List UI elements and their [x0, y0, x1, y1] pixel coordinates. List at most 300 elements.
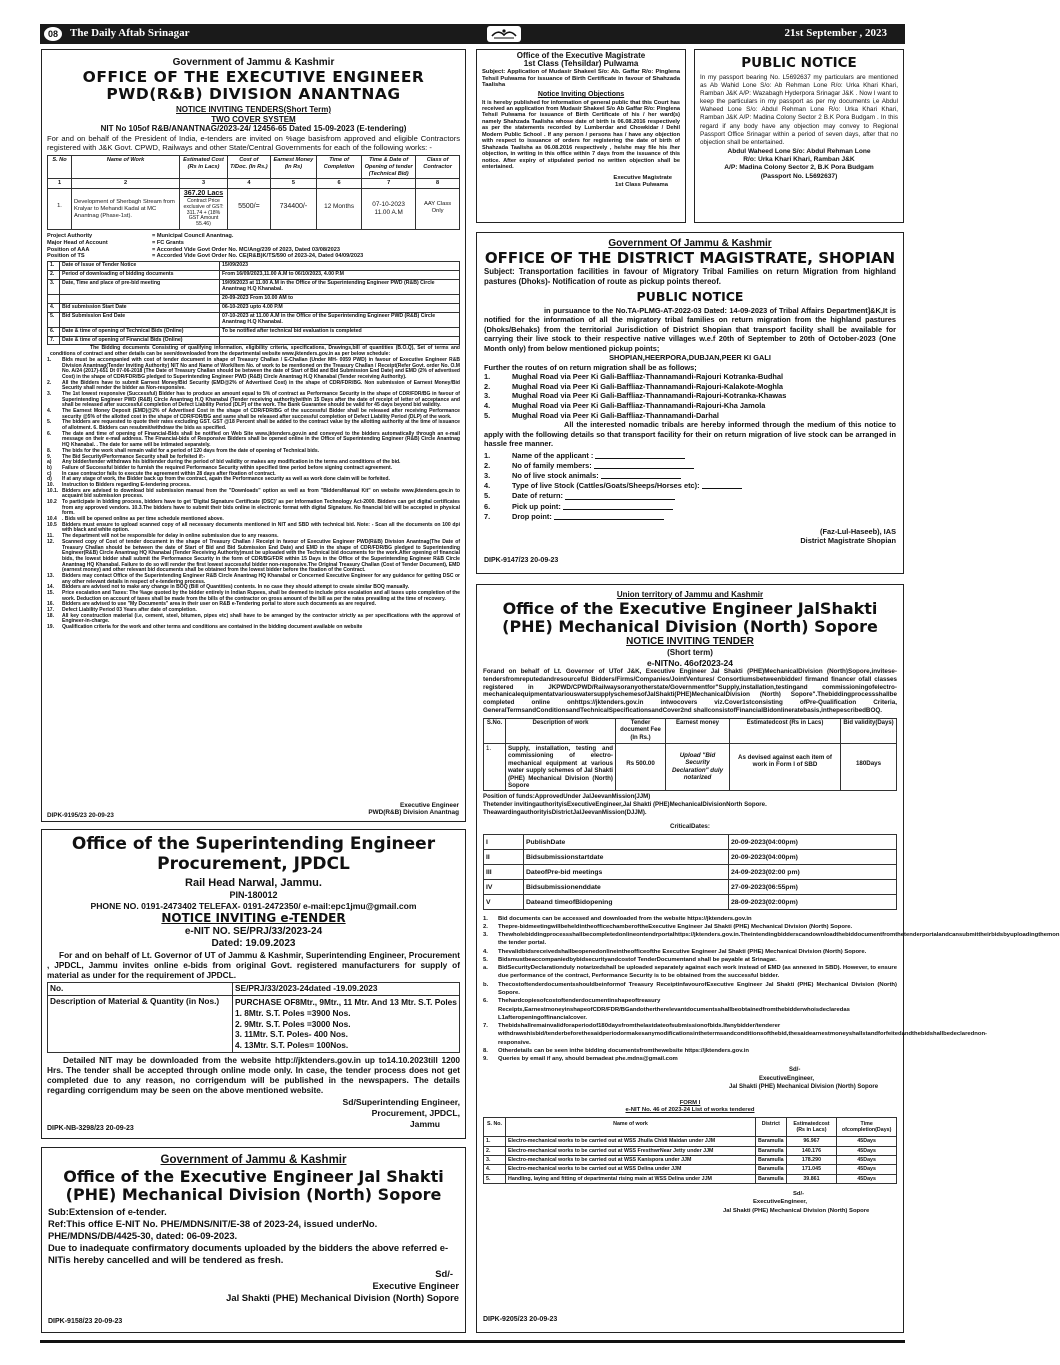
form-number: 2.: [484, 460, 491, 470]
list-item: [483, 964, 897, 981]
list-item-number: 10.: [47, 481, 55, 488]
jal-form-sig-1: Sd/-: [793, 1191, 805, 1198]
jpdcl-item: 1. 8Mtr. S.T. Poles =3900 Nos.: [235, 1007, 351, 1018]
list-item-text: Qualification criteria for the work and other terms and conditions are contained in the bidding document available on website: [62, 624, 363, 631]
list-item-text: Failure of Successful bidder to furnish the required Performance Security within specified time period before signing contract agreement.: [62, 464, 393, 471]
list-item-text: . Bids will be opened online as per time schedule mentioned above.: [62, 516, 224, 523]
list-item-number: 6.: [47, 430, 52, 437]
jal-office-title-1: Office of the Executive Engineer JalShakti: [502, 598, 878, 618]
info-key: Position of AAA: [47, 246, 90, 253]
list-item-text: Defect Liability Period 03 Years after date of completion.: [62, 607, 197, 614]
list-item-text: Bidders must ensure to upload scanned copy of all necessary documents mentioned in NIT and SBD with technical bid. Note: - Scan all the documents on 100 dpi with black and white option.: [62, 521, 460, 534]
list-item: [483, 923, 897, 931]
col-header: Estimated Cost (Rs in Lacs): [180, 156, 228, 179]
list-item-text: The date and time of opening of Financial-Bids shall be notified on Web Site www.jktenders.gov.in and conveyed to the bidders automatically through an e-mail message on their e-mail address. The Financial-bids of Responsive Bidders shall be opened online in the Office of Superintending Engineer (R&B) Circle Anantnag HQ Khanabal. . The date for same will be intimated separately.: [62, 430, 460, 449]
cell: 24-09-2023(02:00 pm): [729, 864, 897, 879]
list-item-number: 6.: [483, 998, 488, 1005]
ext-reference: Ref:This office E-NIT No. PHE/MDNS/NIT/E-38 of 2023-24, issued underNo. PHE/MDNS/DB/4425-30, dated: 06-09-2023.: [48, 1217, 378, 1241]
issue-date: 21st September , 2023: [784, 27, 887, 40]
list-item-text: The Bidding documents Consisting of qualifying information, eligibility criteria, specifications, Drawings,bill of quantities (B.O.Q), Set of terms and conditions of contract and other details can be seen/downloaded from the departmental website www.jktenders.gov.in as per below schedule:: [50, 345, 460, 358]
list-item-text: Bids must be accompanied with cost of tender document in shape of Treasury Challan / E-Challan (Under MH- 0059 PWD) in favour of Executive Engineer R&B Division Anantnag(Tender Inviting Authority) NIT No and Name of Work/Item No. of work to be mentioned on the Treasury Challan / Receipt(Refer Govt. order No. O.M No. A/24 (2017)-651 Dt 07-06-2018 (The Date of Treasury Challan should be between the date of Start of Bid and Bid Submission End Date) and EMD (2% of advertised Cost) in the shape of CDR/FDR/BG pledged to Superintending Engineer PWD (R&B) Circle Anantnag H.Q Khanabal (Tender receiving Authority).: [62, 356, 460, 380]
cell: V: [484, 894, 524, 909]
form-label: Drop point:: [512, 511, 552, 521]
cell: 7.: [48, 336, 60, 345]
jal-ut-heading: Union territory of Jammu and Kashmir: [616, 590, 764, 599]
jpdcl-sig-3: Jammu: [409, 1118, 440, 1129]
jal-sig-1: Sd/-: [789, 1067, 801, 1074]
list-item-text: Price escalation and Taxes: The %age quoted by the bidder entirely in Indian Rupees, shall be deemed to include price escalation and all taxes upto completion of the work. Deduction on account of taxes shall be made from the bills of the contractor on gross amount of the bill as per the rates prevailing at the time of recovery.: [62, 590, 460, 602]
ext-gov-heading: Government of Jammu & Kashmir: [160, 1154, 347, 1166]
cell: 3.: [48, 279, 60, 294]
list-item-number: 11.: [47, 533, 54, 540]
list-item-text: In case contractor fails to execute the agreement within 28 days after fixation of contract.: [62, 470, 276, 477]
list-item-text: The 1st lowest responsive (Successful) Bidder has to produce an amount equal to 5% of contract as Performance Security in the shape of CDR/FDR/BG in favour of Superintending Engineer PWD (R&B) Circle Anantnag H.Q Khanabal (Tender receiving authority)within 15 Days after the date of receipt of letter of acceptance and shall be released after successful completion of Defect Liability Period (DLP) of the work. The Bank Guarantee should be valid for 45 days beyond bid validity.: [62, 390, 460, 409]
newspaper-name: The Daily Aftab Srinagar: [70, 27, 190, 40]
cell: 20-09-2023 From 10.00 AM to: [220, 294, 460, 303]
cell: Description of Material & Quantity (in Nos.): [48, 996, 233, 1053]
list-item-number: 10.1.: [47, 487, 59, 494]
cell: 4.: [48, 303, 60, 312]
jpdcl-dated: Dated: 19.09.2023: [211, 937, 296, 949]
list-item-number: 5.: [483, 956, 488, 963]
list-item-text: Bidders are advised to download bid submission manual from the "Downloads" option as well as from "BiddersManual Kit" on website www.jktenders.gov.in to acquaint bid submission process.: [62, 487, 460, 500]
list-item-text: Instruction to Bidders regarding E-tendering process.: [62, 481, 191, 488]
list-item: [483, 915, 897, 923]
cell: 12 Months: [317, 189, 362, 230]
cell: 178.290: [786, 1156, 837, 1165]
shopian-sig-1: (Faz-Lul-Haseeb), IAS: [820, 527, 896, 537]
form-blank[interactable]: [563, 509, 673, 510]
list-item: [483, 931, 1060, 948]
table-row: [484, 1165, 897, 1174]
cell: Electro-mechanical works to be carried out at WSS FresthwrNear Jetty under JJM: [506, 1146, 756, 1155]
pwd-division-title: PWD(R&B) DIVISION ANANTNAG: [106, 85, 401, 104]
form-label: Name of the applicant :: [512, 450, 594, 460]
cell: 1.: [484, 743, 506, 791]
list-item-text: All the Bidders have to submit Earnest Money/Bid Security (EMD@2% of Advertised Cost) in the shape of CDR/FDR/BG. Non submission of Earnest Money/Bid Security shall render the bidder as Non-responsive.: [62, 379, 460, 392]
cell: Bidsubmissionenddate: [524, 879, 729, 894]
col-header: District: [756, 1117, 787, 1137]
list-item-number: 1.: [483, 915, 488, 922]
cell: 20-09-2023(04:00pm): [729, 849, 897, 864]
pwd-dipk-ref: DIPK-9195/23 20-09-23: [47, 812, 114, 819]
jpdcl-sig-1: Sd/Superintending Engineer,: [342, 1097, 460, 1108]
info-key: Position of TS: [47, 253, 85, 260]
col-header: Earnest Money (In Rs): [270, 156, 316, 179]
list-item-text: Bidders are advised to use "My Documents" area in their user on R&B e-Tendering portal to store such documents as are required.: [62, 601, 377, 608]
form-blank[interactable]: [565, 499, 675, 500]
cell: [48, 294, 60, 303]
cell: IV: [484, 879, 524, 894]
list-item: [47, 432, 460, 449]
cell: 06-10-2023 upto 4.00 P.M: [220, 303, 460, 312]
list-item: [483, 1047, 897, 1055]
cell: Supply, installation, testing and commissioning of electro-mechanical equipment at various water supply schemes of Jal Shakti (PHE) Mechanical Division (North) Sopore: [506, 743, 616, 791]
jpdcl-enit-number: e-NIT NO. SE/PRJ/33/2023-24: [184, 925, 323, 937]
list-item-number: 10.2: [47, 499, 57, 506]
form-blank[interactable]: [601, 478, 681, 479]
list-item: [483, 981, 897, 998]
pwd-office-title: OFFICE OF THE EXECUTIVE ENGINEER: [82, 68, 425, 86]
cell: 45Days: [837, 1156, 897, 1165]
ext-office-title-2: (PHE) Mechanical Division (North) Sopore: [65, 1184, 442, 1204]
col-header: S. No: [48, 156, 72, 179]
route-number: 4.: [484, 400, 491, 410]
pwd-terms-list: [47, 346, 460, 630]
ext-dipk-ref: DIPK-9158/23 20-09-23: [48, 1318, 123, 1325]
col-header: Name of Work: [72, 156, 180, 179]
col-number: 8: [416, 179, 460, 189]
cell: 6.: [48, 327, 60, 336]
shopian-body-2: All the interested nomadic tribals are hereby informed through the medium of this notice to apply with the following details so that transport facility for their on return migration of live stock can be arranged in hassle free manner.: [484, 420, 896, 449]
list-item-number: 16.: [47, 601, 55, 608]
cell: Baramulla: [756, 1174, 787, 1183]
list-item-text: Thepre-bidmeetingwillbeheldintheofficechamberoftheExecutive Engineer Jal Shakti (PHE) Mechanical Division (North) Sopore.: [498, 923, 853, 930]
table-row: [484, 1137, 897, 1146]
col-header: Cost of T/Doc. (In Rs.): [228, 156, 271, 179]
info-val: = FC Grants: [152, 240, 184, 247]
col-header: Class of Contractor: [416, 156, 460, 179]
cell: 4.: [484, 1165, 506, 1174]
list-item: [483, 997, 897, 1022]
jal-form-sig-3: Jal Shakti (PHE) Mechanical Division (North) Sopore: [723, 1207, 870, 1214]
route-text: Mughal Road via Peer Ki Gali-Baffliaz-Thannamandi-Darhal: [512, 410, 719, 420]
jpdcl-sig-2: Procurement, JPDCL,: [371, 1108, 460, 1119]
jal-form-title: FORM I: [679, 1099, 701, 1106]
list-item-text: Thecostoftenderdocumentsshouldbeinformof Treasury ReceiptinfavourofExecutive Engineer Jal Shakti (PHE) Mechanical Division (North) Sopore.: [498, 981, 897, 996]
form-number: 3.: [484, 470, 491, 480]
ext-body: Due to inadequate confirmatory documents uploaded by the bidders the above referred e-NITis hereby cancelled and will be tendered as fresh.: [48, 1241, 449, 1265]
public-notice-line-4: (Passport No. L5692637): [760, 172, 838, 180]
jal-form-table: [483, 1117, 897, 1184]
pwd-gov-heading: Government of Jammu & Kashmir: [172, 57, 335, 68]
list-item-number: 4.: [47, 408, 52, 415]
ext-sig-3: Jal Shakti (PHE) Mechanical Division (North) Sopore: [226, 1292, 459, 1304]
list-item-text: BidSecurityDeclarationduly notarizedshall be uploaded separately against each work instead of EMD (as annexed in SBD). However, to ensure due performance of the contract, Performance Security is to be obtained from the successful bidder.: [498, 965, 897, 980]
list-item-text: The department will not be responsible for delay in online submission due to any reasons.: [62, 533, 279, 540]
col-number: 1: [48, 179, 72, 189]
public-notice-line-2: R/o: Urka Khari Khari, Ramban J&K: [743, 156, 855, 164]
jal-signature: [729, 1066, 897, 1091]
jpdcl-dipk-ref: DIPK-NB-3298/23 20-09-23: [47, 1125, 134, 1132]
col-header: Description of work: [506, 719, 616, 744]
list-item-number: 18.: [47, 612, 55, 619]
jpdcl-purchase: PURCHASE OF8Mtr., 9Mtr., 11 Mtr. And 13 Mtr. S.T. Poles: [235, 997, 457, 1008]
col-header: Time ofcompletion(Days): [837, 1117, 897, 1137]
list-item-text: All key construction material (i.e, cement, steel, bitumen, pipes etc) shall have to be arranged by the contractor strictly as per specifications with the approval of Engineer-in-charge.: [62, 612, 460, 625]
list-item-number: d): [47, 476, 52, 483]
jal-dipk-ref: DIPK-9205/23 20-09-23: [483, 1316, 558, 1323]
shopian-dm-notice: [476, 232, 904, 574]
pwd-dates-table: [47, 261, 460, 346]
list-item: [47, 358, 460, 381]
cell: Electro-mechanical works to be carried out at WSS Delina under JJM: [506, 1165, 756, 1174]
info-val: = Accorded Vide Govt Order No. MC/Ang/239 of 2023, Dated 03/08/2023: [152, 246, 340, 253]
jpdcl-intro: For and on behalf of Lt. Governor of UT of Jammu & Kashmir, Superintending Engineer, Procurement , JPDCL, Jammu invites online e-bids from original Govt. registered manufacturers for supply of material as under for the requirement of JPDCL.: [47, 949, 460, 980]
form-blank[interactable]: [554, 519, 664, 520]
cell: 5.: [484, 1174, 506, 1183]
list-item-text: Bidders are advised not to make any change in BOQ (Bill of Quantities) contents. In no case they should attempt to create similar BOQ manually.: [62, 584, 410, 591]
jal-enit-number: e-NITNo. 46of2023-24: [647, 657, 733, 668]
tehsildar-title-1: Office of the Executive Magistrate: [516, 51, 646, 60]
table-row: [48, 189, 460, 230]
list-item-number: 12.: [47, 538, 55, 545]
list-item-number: 4.: [483, 948, 488, 955]
jal-office-title-2: (PHE) Mechanical Division (North) Sopore: [502, 616, 878, 636]
cell: Development of Sherbagh Stream from Kralyar to Mehandi Kadal at MC Anantnag (Phase-1st).: [72, 189, 180, 230]
pwd-nit-number: NIT No 105of R&B/ANANTNAG/2023-24/ 12456-65 Dated 15-09-2023 (E-tendering): [100, 124, 407, 134]
list-item-number: 15.: [47, 590, 55, 597]
cell: Date, Time and place of pre-bid meeting: [60, 279, 220, 294]
cell-note: Contract Price exclusive of GST: 311.74 + (18% GST Amount 55.46): [183, 197, 224, 228]
pwd-anantnag-tender-notice: [41, 49, 466, 822]
cell: Dateand timeofBidopening: [524, 894, 729, 909]
shopian-routes: [484, 372, 896, 420]
cell: 96.967: [786, 1137, 837, 1146]
col-header: Estimatedcost (Rs in Lacs): [730, 719, 841, 744]
col-header: Bid validity(Days): [841, 719, 897, 744]
jpdcl-item: 2. 9Mtr. S.T. Poles =3000 Nos.: [235, 1018, 351, 1029]
info-key: Project Authority: [47, 233, 93, 240]
list-item-text: The bidders are requested to quote their rates excluding GST. GST @18 Percent shall be added to the contract value by the allotting authority at the time of issuance of allotment. 6. Bidders can resubmit/withdraw the bids as specified.: [62, 419, 460, 432]
list-item-number: 3.: [483, 932, 488, 939]
list-item-number: 5.: [47, 419, 52, 426]
cell: 15/09/2023: [220, 261, 460, 270]
table-row: [484, 1146, 897, 1155]
jal-notes: [483, 793, 897, 817]
jal-form-sig-2: ExecutiveEngineer,: [753, 1199, 808, 1206]
route-number: 3.: [484, 391, 491, 401]
list-item-text: Thehardcopiesofcostoftenderdocumentinshapeoftreasury Receipts,EarnestmoneyinshapeofCDR/FDR/BGandothertherelevantdocumentsshallbeobtainedfromthebidderwhoisdeclaredas L1afteropeningoffinancialcover.: [498, 998, 850, 1021]
cell: II: [484, 849, 524, 864]
jpdcl-item: 3. 11Mtr. S.T. Poles- 400 Nos.: [235, 1029, 348, 1040]
cell: Date of Issue of Tender Notice: [60, 261, 220, 270]
form-label: No of live stock animals:: [512, 470, 599, 480]
route-number: 2.: [484, 381, 491, 391]
list-item-number: 10.5: [47, 521, 57, 528]
list-item-text: The bids for the work shall remain valid for a period of 120 days from the date of opening of Technical bids.: [62, 447, 320, 454]
cell: 2.: [48, 270, 60, 279]
cell: As devised against each item of work in Form I of SBD: [730, 743, 841, 791]
public-notice-line-3: A/P: Madina Colony Sector 2, B.K Pora Budgam: [724, 164, 874, 172]
form-label: Type of live Stock (Cattles/Goats/Sheeps/Horses etc):: [512, 481, 700, 491]
list-item: [483, 956, 897, 964]
list-item-number: a.: [483, 965, 488, 972]
ext-subject: Sub:Extension of e-tender.: [48, 1205, 167, 1217]
jal-critical-dates-table: [483, 834, 897, 910]
cell: Baramulla: [756, 1146, 787, 1155]
col-number: 3: [180, 179, 228, 189]
list-item-number: 7.: [483, 1023, 488, 1030]
cell: Date & time of opening of Financial Bids (Online): [60, 336, 220, 345]
route-text: Mughal Road via Peer Ki Gali-Baffliaz-Thannamandi-Rajouri-Kha Jamola: [512, 400, 766, 410]
cell: DateofPre-bid meetings: [524, 864, 729, 879]
cell: Bidsubmissionstartdate: [524, 849, 729, 864]
public-notice-line-1: Abdul Waheed Lone S/o: Abdul Rehman Lone: [727, 147, 871, 155]
newspaper-logo-icon: [486, 25, 522, 43]
cell: AAY Class Only: [416, 189, 460, 230]
tehsildar-body: It is hereby published for information of general public that this Court has received an application from Mudasir Shakeel S/o Ab Gaffar R/o: Pinglena Tehsil Pulwama for issuance of Birth Certificate of his / her ward(s) namely Shahzada Taalisha whose date of birth is 06.08.2016 respectively as per the statements recorded by Lumberdar and Chowkidar / Dehil Modern Public School . If any person / persons has / have any objection with respect to issuance of orders for registering the date of birth of Shahzada Taalisha as 06.08.2016 respectively , he/she may file his /her objection, in writing in this office within 7 days from the issuance of this notice. After expiry of stipulated period no written objection shall be entertained.: [482, 99, 680, 171]
form-label: No of family members:: [512, 460, 592, 470]
cell: 367.20 Lacs: [183, 190, 224, 198]
list-item-number: 1.: [47, 356, 52, 363]
form-number: 1.: [484, 450, 491, 460]
info-key: Major Head of Account: [47, 240, 108, 247]
public-notice-body: In my passport bearing No. L5692637 my particulars are mentioned as Ab Wahid Lone S/o: Ab Rehman Lone R/o: Urka Khari Khari, Ramban J&K A/P: Wazabagh Hyderpora Srinagar J&K . Now I want to keep the particulars in my passport as per my documents i,e Abdul Waheed Lone S/o: Abdul Rehman Lone R/o: Urka Khari Khari, Ramban J&K A/P: Madina Colony Sector 2 B.K Pora Budgam . In this regard if any body have any objection may convey to Regional Passport Office Srinagar within a period of seven days, after that no objection shall be entertained.: [700, 73, 898, 146]
form-blank[interactable]: [595, 458, 685, 459]
list-item: [483, 948, 897, 956]
list-item-number: b.: [483, 981, 489, 988]
shopian-dipk-ref: DIPK-9147/23 20-09-23: [484, 557, 559, 564]
cell: 140.176: [786, 1146, 837, 1155]
table-row: [484, 1156, 897, 1165]
table-row: [484, 743, 897, 791]
cell: Baramulla: [756, 1156, 787, 1165]
passport-public-notice: [694, 49, 904, 223]
list-item-number: 9.: [483, 1056, 488, 1063]
col-number: 6: [317, 179, 362, 189]
cell: Electro-mechanical works to be carried out at WSS Kanispora under JJM: [506, 1156, 756, 1165]
list-item-number: 8.: [47, 447, 52, 454]
shopian-routes-intro: Further the routes of on return migration shall be as follows;: [484, 362, 697, 372]
tehsildar-pulwama-notice: [476, 49, 686, 223]
jpdcl-item: 4. 13Mtr. S.T. Poles= 100Nos.: [235, 1040, 349, 1051]
cell: 180Days: [841, 743, 897, 791]
cell: [220, 336, 460, 345]
list-item-number: a): [47, 459, 52, 466]
list-item-number: 2.: [483, 923, 488, 930]
jpdcl-material-table: [47, 982, 460, 1053]
list-item: [483, 1022, 988, 1047]
shopian-sig-2: District Magistrate Shopian: [800, 535, 896, 545]
form-label: Pick up point:: [512, 501, 561, 511]
cell: Upload "Bid Security Declaration" duly notarized: [666, 743, 730, 791]
shopian-pickup-points: SHOPIAN,HEERPORA,DUBJAN,PEER KI GALI: [609, 353, 771, 363]
jpdcl-address: Rail Head Narwal, Jammu.: [185, 877, 322, 890]
cell: 1.: [484, 1137, 506, 1146]
route-text: Mughal Road via Peer Ki Gali-Baffliaz-Thannamandi-Rajouri-Kalakote-Moghla: [512, 381, 784, 391]
tehsildar-sig-2: 1st Class Pulwama: [614, 181, 668, 188]
col-header: Estimatedcost (Rs in Lacs): [786, 1117, 837, 1137]
jal-works-table: [483, 718, 897, 791]
col-header: S. No.: [484, 1117, 506, 1137]
list-item-number: 2.: [47, 379, 52, 386]
list-item-text: The Bid Security/Performance Security shall be forfeited if:-: [62, 453, 206, 460]
cell: Baramulla: [756, 1165, 787, 1174]
cell: 07-10-2023 at 11.00 A.M in the Office of the Superintending Engineer PWD (R&B) Circle Anantnag H.Q Khanabal.: [220, 312, 460, 327]
cell: III: [484, 864, 524, 879]
form-label: Date of return:: [512, 491, 563, 501]
jpdcl-office-title-1: Office of the Superintending Engineer: [71, 834, 436, 854]
cell: 734400/-: [270, 189, 316, 230]
tehsildar-title-2: 1st Class (Tehsildar) Pulwama: [523, 59, 639, 69]
list-item-text: Thevalidbidsreceivedshallbeopenedonlineintheofficeofthe Executive Engineer Jal Shakti (PHE) Mechanical Division (North) Sopore.: [498, 948, 867, 955]
jal-form-subtitle: e-NIT No. 46 of 2023-24 List of works tendered: [625, 1106, 755, 1113]
list-item-number: 3.: [47, 390, 52, 397]
jal-sig-3: Jal Shakti (PHE) Mechanical Division (North) Sopore: [729, 1084, 879, 1091]
route-number: 1.: [484, 372, 491, 381]
list-item-text: If at any stage of work, the Bidder back up from the contract, again the Performance security as well as work done claim will be forfeited.: [62, 476, 390, 483]
note-line: Thetender invitingauthorityisExecutiveEngineer,Jal Shakti (PHE)MechanicalDivisionNorth Sopore.: [483, 801, 767, 809]
pwd-intro: For and on behalf of the President of India, e-tenders are invited on %age basisfrom approved and eligible Contractors registered with J&K Govt. CPWD, Railways and other State/Central Governments for each of the following works: -: [47, 133, 460, 153]
cell: 19/09/2023 at 11.00 A.M in the Office of the Superintending Engineer PWD (R&B) Circle Anantnag H.Q Khanabal.: [220, 279, 460, 294]
pwd-signature: Executive Engineer PWD(R&B) Division Anantnag: [368, 802, 459, 817]
pwd-nit-title: NOTICE INVITING TENDERS(Short Term): [176, 105, 331, 115]
col-number: 2: [72, 179, 180, 189]
shopian-notice-title: PUBLIC NOTICE: [636, 288, 744, 304]
form-blank[interactable]: [702, 488, 742, 489]
cell: 3.: [484, 1156, 506, 1165]
list-item: [47, 625, 460, 631]
jal-points-list: [483, 915, 1060, 1064]
jalshakti-extension-notice: [41, 1147, 466, 1333]
jal-sig-2: ExecutiveEngineer,: [759, 1075, 815, 1082]
list-item-number: 17.: [47, 607, 55, 614]
list-item-text: The Earnest Money Deposit (EMD)@2% of Advertised Cost in the shape of CDR/FDR/BG of the successful Bidder shall be released after receiving Performance security @5% of the allotted cost in the shape of CDR/FDR/BG and same shall be released after successful completion of Defect Liability Period (DLP) of the work.: [62, 408, 460, 420]
jpdcl-body: Detailed NIT may be downloaded from the website http://jktenders.gov.in up to14.10.2023till 1200 Hrs. The tender shall be accepted through online mode only. In case, the tender process does not get completed due to any reason, no corrigendum will be published in the newspapers. The details regarding corrigendum may be seen on the above mentioned website.: [47, 1054, 460, 1096]
pwd-cover-system: TWO COVER SYSTEM: [211, 114, 296, 124]
col-number: 4: [228, 179, 271, 189]
col-header: Time & Date of Opening of tender (Technical Bid): [362, 156, 416, 179]
jal-short-term: (Short term): [667, 648, 713, 658]
cell: SE/PRJ/33/2023-24dated -19.09.2023: [233, 983, 460, 996]
list-item-text: To participate in bidding process, bidders have to get 'Digital Signature Certificate (DSC)' as per Information Technology Act-2000. Bidders can get digital certificates from any approved vendors. 10.3.The bidders have to submit their bids online in electronic format with digital Signature. No financial bid will be accepted in physical form.: [62, 499, 460, 517]
list-item: [47, 500, 460, 517]
shopian-office-title: OFFICE OF THE DISTRICT MAGISTRATE, SHOPIAN: [484, 249, 896, 267]
form-number: 7.: [484, 511, 491, 521]
cell: From 16/09/2023,11.00 A.M to 06/10/2023, 4.00 P.M: [220, 270, 460, 279]
cell: Date & time of opening of Technical Bids (Online): [60, 327, 220, 336]
list-item-number: b): [47, 464, 52, 471]
jalshakti-tender-notice: [476, 584, 1060, 1333]
list-item-number: 13.: [47, 572, 55, 579]
jpdcl-phone: PHONE NO. 0191-2473402 TELEFAX- 0191-2472350/ e-mail:epc1jmu@gmail.com: [90, 901, 417, 912]
jpdcl-office-title-2: Procurement, JPDCL: [157, 853, 350, 874]
list-item-text: Queries by email if any, should bemadeat phe.mdns@gmail.com: [498, 1056, 678, 1063]
cell: Baramulla: [756, 1137, 787, 1146]
info-val: = Accorded Vide Govt Order No. CE(R&B)K/TS/590 of 2023-24, Dated 04/09/2023: [152, 253, 364, 260]
col-header: Earnest money: [666, 719, 730, 744]
cell: 27-09-2023(06:55pm): [729, 879, 897, 894]
cell: 45Days: [837, 1137, 897, 1146]
list-item-text: Thewholebiddingprocessshallbecompletedonlineontendrportalhttps://jktenders.gov.in.Theintendingbidderscandownloadthebiddocumentfromthetenderportalandcansubmittheirbidsbyuploadingthemon the tender portal.: [498, 932, 1060, 947]
cell: Bid submission Start Date: [60, 303, 220, 312]
shopian-application-form: [484, 451, 896, 523]
jal-intro: Forand on behalf of Lt. Governor of UTof J&K, Executive Engineer Jal Shakti (PHE)MechanicalDivision (North)Sopore,invitese-tendersfromreputedandresourceful Bidders/Firms/Companies/JointVentures/ Consortiumsbetweenbidder/ firmand financer ofall classes registered in JKPWD/CPWD/Railwaysoranyotherstate/Governmentfor"Supply,installation,testingand commissioningofelectro-mechanicalequipmentatvariouswatersupplyschemesofJalShakti(PHE)MechanicalDivision (North) Sopore".Thebiddingprocessshallbe completed online onhttps://jktenders.gov.in intwocovers viz.Cover1stconsisting ofPre-Qualification Criteria, GeneralTermsandConditionsandTechnicalSpecificationsandCover2nd shallconsistofFinancialBidonlineratebasis,inthepescribedBOQ.: [483, 668, 897, 714]
list-item: [483, 1055, 897, 1063]
list-item-text: Bidsmustbeaccompaniedbybidsecurityandcostof TenderDocumentand shall be payable at Srinagar.: [498, 956, 777, 963]
page-number: 08: [44, 27, 62, 41]
list-item-text: Thebidshallremainvalidforaperiodof180daysfromthelastdateofsubmissionofbids.Ifanybidder/tenderer withdrawshisbid/tenderbeforethesaidperiodormakesanymodificationsinthetermsandconditionsofthebid,thesaidearnestmoneyshallstandforfeitedandthebidshallbedeclarednon-responsive.: [498, 1023, 988, 1046]
cell: 171.045: [786, 1165, 837, 1174]
col-header: Name of work: [506, 1117, 756, 1137]
cell: To be notified after technical bid evaluation is completed: [220, 327, 460, 336]
ext-sig-1: Sd/-: [435, 1267, 453, 1279]
cell: PublishDate: [524, 834, 729, 849]
list-item-number: 19.: [47, 624, 55, 631]
shopian-gov-heading: Government Of Jammu & Kashmir: [608, 238, 772, 249]
form-blank[interactable]: [594, 468, 694, 469]
note-line: Position of funds:ApprovedUnder JalJeevanMission(JJM): [483, 793, 651, 801]
route-text: Mughal Road via Peer Ki Gali-Baffliaz-Thannamandi-Rajouri Kotranka-Budhal: [512, 372, 784, 381]
list-item-number: 8.: [483, 1047, 488, 1054]
table-row: [484, 1174, 897, 1183]
note-line: TheawardingauthorityisDistrictJalJeevanMission(DJJM).: [483, 809, 647, 817]
col-header: S.No.: [484, 719, 506, 744]
list-item-number: c): [47, 470, 52, 477]
ext-office-title-1: Office of the Executive Engineer Jal Shakti: [63, 1166, 444, 1186]
list-item-number: 9.: [47, 453, 52, 460]
